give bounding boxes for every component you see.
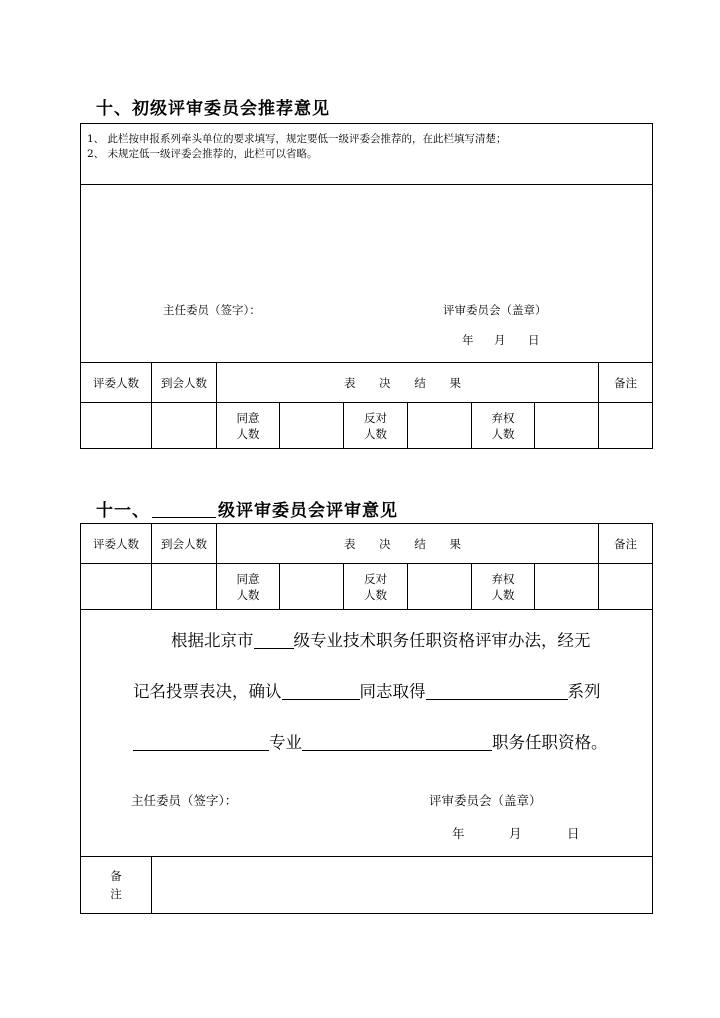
oppose-label-2: 反对 人数: [344, 564, 408, 610]
attendance-header-2: 到会人数: [152, 524, 217, 564]
date-month-label: 月: [494, 333, 506, 347]
abstain-label: 弃权 人数: [472, 403, 535, 449]
level-blank-2[interactable]: [254, 632, 294, 649]
oppose-value-2[interactable]: [408, 564, 472, 610]
section-10-form: [80, 123, 653, 449]
opinion-line-3: 专业 职务任职资格。: [133, 729, 608, 753]
date-day-label-2: 日: [567, 826, 580, 841]
remarks-label: 备 注: [81, 857, 152, 914]
date-year-label: 年: [462, 333, 474, 347]
agree-value[interactable]: [280, 403, 344, 449]
members-header-2: 评委人数: [81, 524, 152, 564]
agree-label: 同意 人数: [217, 403, 280, 449]
instructions-box: [81, 124, 653, 185]
oppose-value[interactable]: [408, 403, 472, 449]
date-month-label-2: 月: [509, 826, 522, 841]
instruction-line-2: 2、 未规定低一级评委会推荐的，此栏可以省略。: [87, 148, 318, 160]
chair-signature-label: 主任委员（签字）：: [163, 303, 261, 317]
agree-label-2: 同意 人数: [217, 564, 280, 610]
members-value-2[interactable]: [81, 564, 152, 610]
instruction-line-1: 1、 此栏按申报系列牵头单位的要求填写，规定要低一级评委会推荐的，在此栏填写清楚；: [87, 133, 507, 145]
remarks-header: 备注: [599, 363, 653, 403]
result-header: 表 决 结 果: [217, 363, 599, 403]
date-day-label: 日: [528, 333, 540, 347]
section-10-title: 十、初级评审委员会推荐意见: [96, 99, 330, 119]
specialty-blank[interactable]: [133, 734, 269, 751]
result-header-2: 表 决 结 果: [217, 524, 599, 564]
date-year-label-2: 年: [452, 826, 465, 841]
attendance-header: 到会人数: [152, 363, 217, 403]
title-blank[interactable]: [302, 734, 492, 751]
section-11-title-prefix: 十一、: [96, 501, 150, 521]
members-header: 评委人数: [81, 363, 152, 403]
oppose-label: 反对 人数: [344, 403, 408, 449]
committee-seal-label: 评审委员会（盖章）: [443, 303, 547, 317]
opinion-line-1: 根据北京市 级专业技术职务任职资格评审办法，经无: [171, 631, 591, 650]
abstain-value[interactable]: [535, 403, 599, 449]
remarks-field[interactable]: [152, 857, 653, 914]
series-blank[interactable]: [426, 683, 568, 700]
abstain-value-2[interactable]: [535, 564, 599, 610]
remarks-value[interactable]: [599, 403, 653, 449]
agree-value-2[interactable]: [280, 564, 344, 610]
remarks-value-2[interactable]: [599, 564, 653, 610]
recommendation-field[interactable]: [81, 185, 653, 363]
chair-signature-label-2: 主任委员（签字）：: [131, 793, 238, 808]
committee-seal-label-2: 评审委员会（盖章）: [429, 793, 542, 808]
abstain-label-2: 弃权 人数: [472, 564, 535, 610]
attendance-value-2[interactable]: [152, 564, 217, 610]
section-11-title: [96, 496, 398, 521]
remarks-header-2: 备注: [599, 524, 653, 564]
section-11-title-suffix: 级评审委员会评审意见: [218, 501, 398, 521]
attendance-value[interactable]: [152, 403, 217, 449]
name-blank[interactable]: [282, 683, 360, 700]
opinion-line-2: 记名投票表决，确认 同志取得 系列: [133, 682, 601, 701]
review-opinion-field: [81, 610, 653, 857]
members-value[interactable]: [81, 403, 152, 449]
section-11-form: [80, 523, 653, 914]
level-blank[interactable]: [152, 503, 216, 518]
